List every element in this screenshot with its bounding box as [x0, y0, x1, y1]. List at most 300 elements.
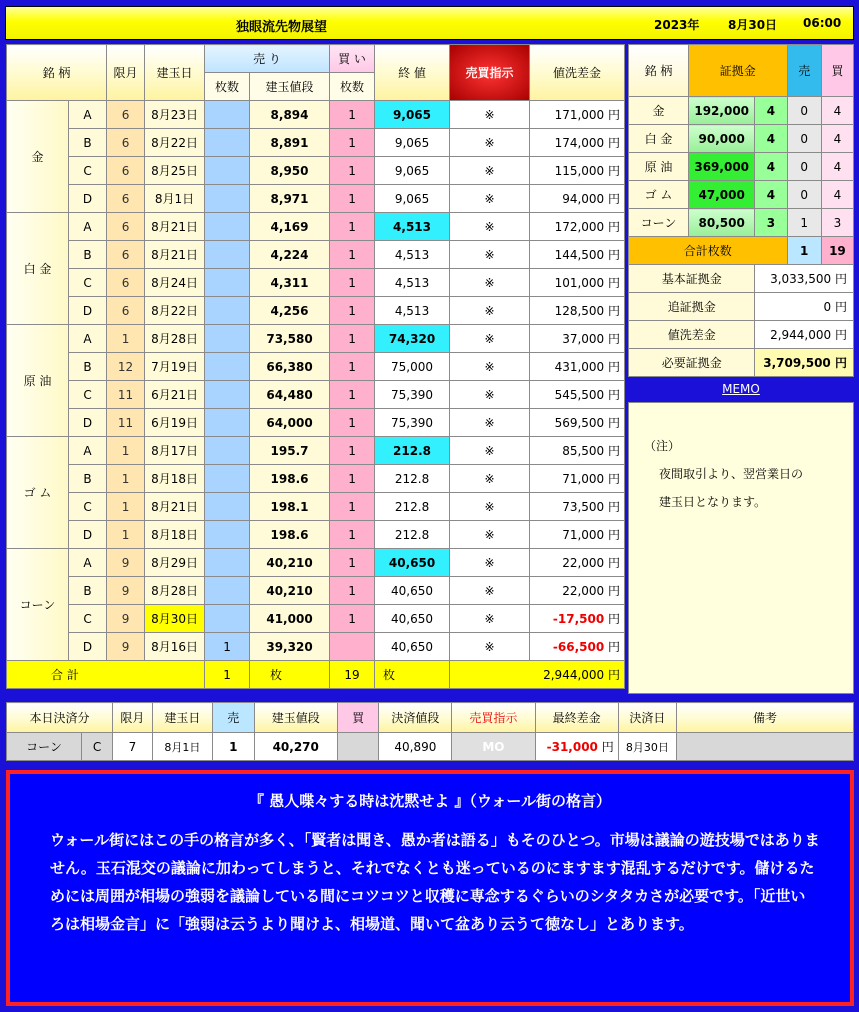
position-diff-unit: 円: [608, 556, 621, 570]
position-open-date: 8月30日: [145, 605, 205, 633]
position-close: 40,650: [375, 577, 450, 605]
position-signal: ※: [450, 185, 530, 213]
margin-buy: 4: [821, 97, 853, 125]
settle-header-buy: 買: [337, 703, 379, 733]
position-month: 6: [107, 241, 145, 269]
position-buy-count: 1: [330, 549, 375, 577]
position-signal: ※: [450, 157, 530, 185]
total-sell-count: 1: [205, 661, 250, 689]
position-signal: ※: [450, 549, 530, 577]
position-open-date: 8月28日: [145, 325, 205, 353]
position-open-date: 8月16日: [145, 633, 205, 661]
settle-header-open-date: 建玉日: [152, 703, 212, 733]
position-diff-unit: 円: [608, 304, 621, 318]
col-header-buy: 買 い: [330, 45, 375, 73]
position-signal: ※: [450, 129, 530, 157]
position-signal: ※: [450, 605, 530, 633]
position-close: 40,650: [375, 633, 450, 661]
position-diff: [530, 605, 625, 633]
position-sell-count: [205, 213, 250, 241]
position-sub: B: [69, 465, 107, 493]
margin-count: 4: [755, 153, 787, 181]
position-month: 6: [107, 269, 145, 297]
header-time: 06:00: [803, 16, 842, 30]
margin-row: [629, 125, 854, 153]
position-buy-count: 1: [330, 577, 375, 605]
summary-value: [755, 321, 854, 349]
settle-header-settle-price: 決済値段: [379, 703, 452, 733]
position-diff-value: 545,500: [554, 388, 605, 402]
margin-buy: 3: [821, 209, 853, 237]
quote-title: 『 愚人喋々する時は沈黙せよ 』（ウォール街の格言）: [248, 792, 612, 810]
position-signal: ※: [450, 577, 530, 605]
margin-amount: 192,000: [688, 97, 754, 125]
position-open-date: 7月19日: [145, 353, 205, 381]
position-buy-count: 1: [330, 521, 375, 549]
position-sub: B: [69, 241, 107, 269]
position-month: 1: [107, 493, 145, 521]
positions-table: [6, 44, 625, 689]
position-sell-count: [205, 325, 250, 353]
position-open-price: 8,950: [250, 157, 330, 185]
page-title: 独眼流先物展望: [236, 20, 328, 35]
position-diff-value: 171,000: [554, 108, 605, 122]
position-diff-value: -17,500: [552, 612, 605, 626]
position-sub: C: [69, 493, 107, 521]
position-diff: [530, 129, 625, 157]
margin-amount: 80,500: [688, 209, 754, 237]
position-signal: ※: [450, 381, 530, 409]
position-diff-unit: 円: [608, 640, 621, 654]
position-buy-count: 1: [330, 185, 375, 213]
col-header-month: 限月: [107, 45, 145, 101]
position-open-date: 8月24日: [145, 269, 205, 297]
position-sub: C: [69, 605, 107, 633]
position-open-price: 73,580: [250, 325, 330, 353]
margin-summary-row: [629, 293, 854, 321]
summary-value: [755, 265, 854, 293]
summary-value: [755, 349, 854, 377]
position-open-price: 64,480: [250, 381, 330, 409]
position-open-date: 8月29日: [145, 549, 205, 577]
position-open-date: 8月18日: [145, 521, 205, 549]
position-diff-value: 101,000: [554, 276, 605, 290]
summary-value-amount: 3,709,500: [763, 356, 831, 370]
settlement-header-row: [7, 703, 854, 733]
margin-sell: 0: [787, 153, 821, 181]
summary-value-amount: 3,033,500: [770, 272, 832, 286]
col-header-sell-count: 枚数: [205, 73, 250, 101]
position-diff-unit: 円: [608, 108, 621, 122]
position-diff-unit: 円: [608, 584, 621, 598]
position-close: 75,390: [375, 381, 450, 409]
col-header-name: 銘 柄: [7, 45, 107, 101]
position-close: 4,513: [375, 269, 450, 297]
position-open-date: 8月18日: [145, 465, 205, 493]
settle-header-open-price: 建玉値段: [254, 703, 337, 733]
position-row: [7, 269, 625, 297]
position-open-price: 198.6: [250, 465, 330, 493]
position-diff: [530, 353, 625, 381]
position-row: [7, 605, 625, 633]
position-diff-unit: 円: [608, 164, 621, 178]
margin-sell: 0: [787, 97, 821, 125]
settle-sub: C: [81, 733, 112, 761]
position-sell-count: [205, 437, 250, 465]
position-signal: ※: [450, 633, 530, 661]
position-open-price: 4,169: [250, 213, 330, 241]
settle-month: 7: [113, 733, 153, 761]
position-diff: [530, 297, 625, 325]
position-row: [7, 353, 625, 381]
position-sell-count: [205, 381, 250, 409]
position-row: [7, 185, 625, 213]
position-sell-count: [205, 577, 250, 605]
position-sub: A: [69, 549, 107, 577]
position-month: 6: [107, 185, 145, 213]
position-month: 9: [107, 605, 145, 633]
position-open-price: 4,256: [250, 297, 330, 325]
position-buy-count: 1: [330, 297, 375, 325]
position-open-price: 8,971: [250, 185, 330, 213]
summary-label: 基本証拠金: [629, 265, 755, 293]
position-sell-count: 1: [205, 633, 250, 661]
position-close: 40,650: [375, 549, 450, 577]
position-month: 1: [107, 521, 145, 549]
position-signal: ※: [450, 269, 530, 297]
position-diff: [530, 493, 625, 521]
margin-count: 4: [755, 181, 787, 209]
position-open-price: 39,320: [250, 633, 330, 661]
settle-final: [535, 733, 618, 761]
position-close: 212.8: [375, 437, 450, 465]
position-open-price: 8,891: [250, 129, 330, 157]
margin-count: 4: [755, 97, 787, 125]
margin-summary-row: [629, 349, 854, 377]
position-sell-count: [205, 465, 250, 493]
position-sub: C: [69, 381, 107, 409]
position-buy-count: 1: [330, 269, 375, 297]
position-diff: [530, 213, 625, 241]
position-open-price: 4,224: [250, 241, 330, 269]
position-row: [7, 633, 625, 661]
position-diff: [530, 577, 625, 605]
col-header-open-date: 建玉日: [145, 45, 205, 101]
settle-final-unit: 円: [601, 740, 614, 754]
position-diff-value: 71,000: [562, 528, 605, 542]
col-header-buy-count: 枚数: [330, 73, 375, 101]
settle-date: 8月30日: [618, 733, 676, 761]
col-header-sell: 売 り: [205, 45, 330, 73]
margin-commodity: 白 金: [629, 125, 689, 153]
margin-buy: 4: [821, 125, 853, 153]
position-row: [7, 129, 625, 157]
position-diff: [530, 325, 625, 353]
margin-amount: 47,000: [688, 181, 754, 209]
total-diff-value: 2,944,000: [543, 668, 605, 682]
summary-label: 必要証拠金: [629, 349, 755, 377]
position-sell-count: [205, 549, 250, 577]
position-diff: [530, 241, 625, 269]
margin-commodity: 原 油: [629, 153, 689, 181]
position-diff: [530, 521, 625, 549]
position-month: 11: [107, 409, 145, 437]
position-diff-unit: 円: [608, 192, 621, 206]
summary-label: 値洗差金: [629, 321, 755, 349]
margin-sell: 1: [787, 209, 821, 237]
position-diff: [530, 633, 625, 661]
position-sell-count: [205, 241, 250, 269]
position-sell-count: [205, 101, 250, 129]
settle-header-signal: 売買指示: [452, 703, 535, 733]
settle-header-final: 最終差金: [535, 703, 618, 733]
position-sub: D: [69, 409, 107, 437]
position-diff: [530, 185, 625, 213]
position-open-price: 41,000: [250, 605, 330, 633]
margin-summary-row: [629, 321, 854, 349]
position-sub: B: [69, 577, 107, 605]
position-diff-value: 71,000: [562, 472, 605, 486]
position-sub: C: [69, 269, 107, 297]
position-buy-count: 1: [330, 465, 375, 493]
position-open-price: 64,000: [250, 409, 330, 437]
commodity-name: 白 金: [7, 213, 69, 325]
position-row: [7, 325, 625, 353]
position-month: 9: [107, 549, 145, 577]
position-month: 1: [107, 325, 145, 353]
position-diff-unit: 円: [608, 444, 621, 458]
side-total-buy: 19: [821, 237, 853, 265]
memo-line-3: 建玉日となります。: [659, 495, 767, 509]
position-diff-value: 174,000: [554, 136, 605, 150]
margin-buy: 4: [821, 153, 853, 181]
margin-count: 4: [755, 125, 787, 153]
position-diff-value: 22,000: [562, 584, 605, 598]
position-buy-count: 1: [330, 129, 375, 157]
side-header-margin: 証拠金: [688, 45, 787, 97]
settle-note: [677, 733, 854, 761]
position-buy-count: 1: [330, 325, 375, 353]
margin-amount: 369,000: [688, 153, 754, 181]
side-header-name: 銘 柄: [629, 45, 689, 97]
margin-row: [629, 209, 854, 237]
position-diff-unit: 円: [608, 276, 621, 290]
margin-row: [629, 97, 854, 125]
settle-open-price: 40,270: [254, 733, 337, 761]
settle-header-note: 備考: [677, 703, 854, 733]
position-open-date: 8月1日: [145, 185, 205, 213]
position-diff-unit: 円: [608, 416, 621, 430]
margin-summary-row: [629, 265, 854, 293]
position-sell-count: [205, 185, 250, 213]
commodity-name: 金: [7, 101, 69, 213]
side-total-row: [629, 237, 854, 265]
summary-value-amount: 0: [823, 300, 832, 314]
positions-body: [7, 101, 625, 661]
summary-value-unit: 円: [834, 272, 847, 286]
position-row: [7, 213, 625, 241]
position-month: 6: [107, 157, 145, 185]
total-diff: [450, 661, 625, 689]
summary-value-amount: 2,944,000: [770, 328, 832, 342]
position-row: [7, 101, 625, 129]
summary-label: 追証拠金: [629, 293, 755, 321]
margin-count: 3: [755, 209, 787, 237]
position-signal: ※: [450, 101, 530, 129]
col-header-diff: 値洗差金: [530, 45, 625, 101]
position-signal: ※: [450, 325, 530, 353]
settle-header-settle-date: 決済日: [618, 703, 676, 733]
position-sub: B: [69, 353, 107, 381]
position-diff-unit: 円: [608, 528, 621, 542]
position-buy-count: 1: [330, 241, 375, 269]
position-diff: [530, 381, 625, 409]
position-buy-count: [330, 633, 375, 661]
position-buy-count: 1: [330, 605, 375, 633]
header-date: 8月30日: [728, 18, 778, 32]
position-month: 1: [107, 437, 145, 465]
position-buy-count: 1: [330, 353, 375, 381]
position-open-date: 8月22日: [145, 129, 205, 157]
position-row: [7, 577, 625, 605]
side-total-label: 合計枚数: [629, 237, 788, 265]
summary-value: [755, 293, 854, 321]
position-close: 9,065: [375, 129, 450, 157]
position-open-price: 198.1: [250, 493, 330, 521]
summary-value-unit: 円: [834, 356, 847, 370]
position-diff-value: 172,000: [554, 220, 605, 234]
position-close: 212.8: [375, 493, 450, 521]
margin-commodity: ゴ ム: [629, 181, 689, 209]
position-diff-unit: 円: [608, 332, 621, 346]
position-sell-count: [205, 353, 250, 381]
position-signal: ※: [450, 493, 530, 521]
position-month: 11: [107, 381, 145, 409]
position-open-date: 8月23日: [145, 101, 205, 129]
position-sub: A: [69, 437, 107, 465]
col-header-open-price: 建玉値段: [250, 73, 330, 101]
commodity-name: ゴ ム: [7, 437, 69, 549]
position-close: 9,065: [375, 101, 450, 129]
position-open-price: 4,311: [250, 269, 330, 297]
title-bar: [5, 6, 854, 40]
position-close: 75,390: [375, 409, 450, 437]
position-month: 6: [107, 213, 145, 241]
margin-row: [629, 181, 854, 209]
position-sell-count: [205, 129, 250, 157]
position-row: [7, 157, 625, 185]
position-open-price: 198.6: [250, 521, 330, 549]
position-diff-unit: 円: [608, 612, 621, 626]
position-row: [7, 241, 625, 269]
position-open-price: 195.7: [250, 437, 330, 465]
position-month: 6: [107, 101, 145, 129]
position-open-price: 40,210: [250, 577, 330, 605]
position-close: 4,513: [375, 241, 450, 269]
position-diff-value: 37,000: [562, 332, 605, 346]
position-sub: A: [69, 325, 107, 353]
position-close: 9,065: [375, 157, 450, 185]
position-diff-value: 22,000: [562, 556, 605, 570]
commodity-name: 原 油: [7, 325, 69, 437]
settle-name: コーン: [7, 733, 82, 761]
summary-value-unit: 円: [834, 300, 847, 314]
position-diff-unit: 円: [608, 248, 621, 262]
position-sell-count: [205, 297, 250, 325]
settle-signal: MO: [452, 733, 535, 761]
position-open-date: 8月21日: [145, 241, 205, 269]
position-diff-unit: 円: [608, 388, 621, 402]
position-open-date: 8月21日: [145, 493, 205, 521]
position-sub: C: [69, 157, 107, 185]
position-month: 6: [107, 129, 145, 157]
position-sub: D: [69, 521, 107, 549]
margin-summary: [629, 265, 854, 377]
position-diff-value: 569,500: [554, 416, 605, 430]
position-diff-value: 115,000: [554, 164, 605, 178]
position-row: [7, 409, 625, 437]
position-sub: A: [69, 213, 107, 241]
position-diff-unit: 円: [608, 360, 621, 374]
total-buy-count: 19: [330, 661, 375, 689]
summary-value-unit: 円: [834, 328, 847, 342]
position-sell-count: [205, 409, 250, 437]
position-diff: [530, 437, 625, 465]
margin-body: [629, 97, 854, 237]
position-close: 74,320: [375, 325, 450, 353]
position-open-date: 6月19日: [145, 409, 205, 437]
position-sub: D: [69, 185, 107, 213]
side-header-sell: 売: [787, 45, 821, 97]
quote-body: ウォール街にはこの手の格言が多く、「賢者は聞き、愚か者は語る」もそのひとつ。市場は議論の遊技場ではありません。玉石混交の議論に加わってしまうと、それでなくとも迷っているのにますます混乱するだけです。儲けるためには周囲が相場の強弱を議論している間にコツコツと収穫に専念するぐらいのシタタカさが必要です。「近世いろは相場金言」に「強弱は云うより聞けよ、相場道、聞いて盆あり云うて徳なし」とあります。: [50, 831, 820, 933]
position-sub: A: [69, 101, 107, 129]
position-diff-unit: 円: [608, 472, 621, 486]
position-buy-count: 1: [330, 493, 375, 521]
position-close: 75,000: [375, 353, 450, 381]
position-diff-unit: 円: [608, 220, 621, 234]
position-buy-count: 1: [330, 101, 375, 129]
margin-amount: 90,000: [688, 125, 754, 153]
total-label: 合 計: [7, 661, 205, 689]
position-signal: ※: [450, 241, 530, 269]
settle-final-value: -31,000: [546, 740, 598, 754]
col-header-signal: 売買指示: [450, 45, 530, 101]
position-buy-count: 1: [330, 437, 375, 465]
memo-line-2: 夜間取引より、翌営業日の: [659, 467, 804, 481]
position-buy-count: 1: [330, 409, 375, 437]
position-signal: ※: [450, 437, 530, 465]
position-row: [7, 521, 625, 549]
total-buy-unit: 枚: [375, 661, 450, 689]
header-year: 2023年: [654, 18, 700, 32]
settle-sell: 1: [213, 733, 255, 761]
memo-link[interactable]: MEMO: [722, 382, 760, 396]
quote-box: [6, 770, 854, 1006]
position-diff-value: 94,000: [562, 192, 605, 206]
position-open-date: 6月21日: [145, 381, 205, 409]
settlement-table: [6, 702, 854, 761]
position-row: [7, 549, 625, 577]
settle-header-today: 本日決済分: [7, 703, 113, 733]
position-month: 1: [107, 465, 145, 493]
position-diff-unit: 円: [608, 136, 621, 150]
position-diff: [530, 157, 625, 185]
position-signal: ※: [450, 521, 530, 549]
position-diff: [530, 549, 625, 577]
position-signal: ※: [450, 213, 530, 241]
settle-header-sell: 売: [213, 703, 255, 733]
position-open-date: 8月25日: [145, 157, 205, 185]
